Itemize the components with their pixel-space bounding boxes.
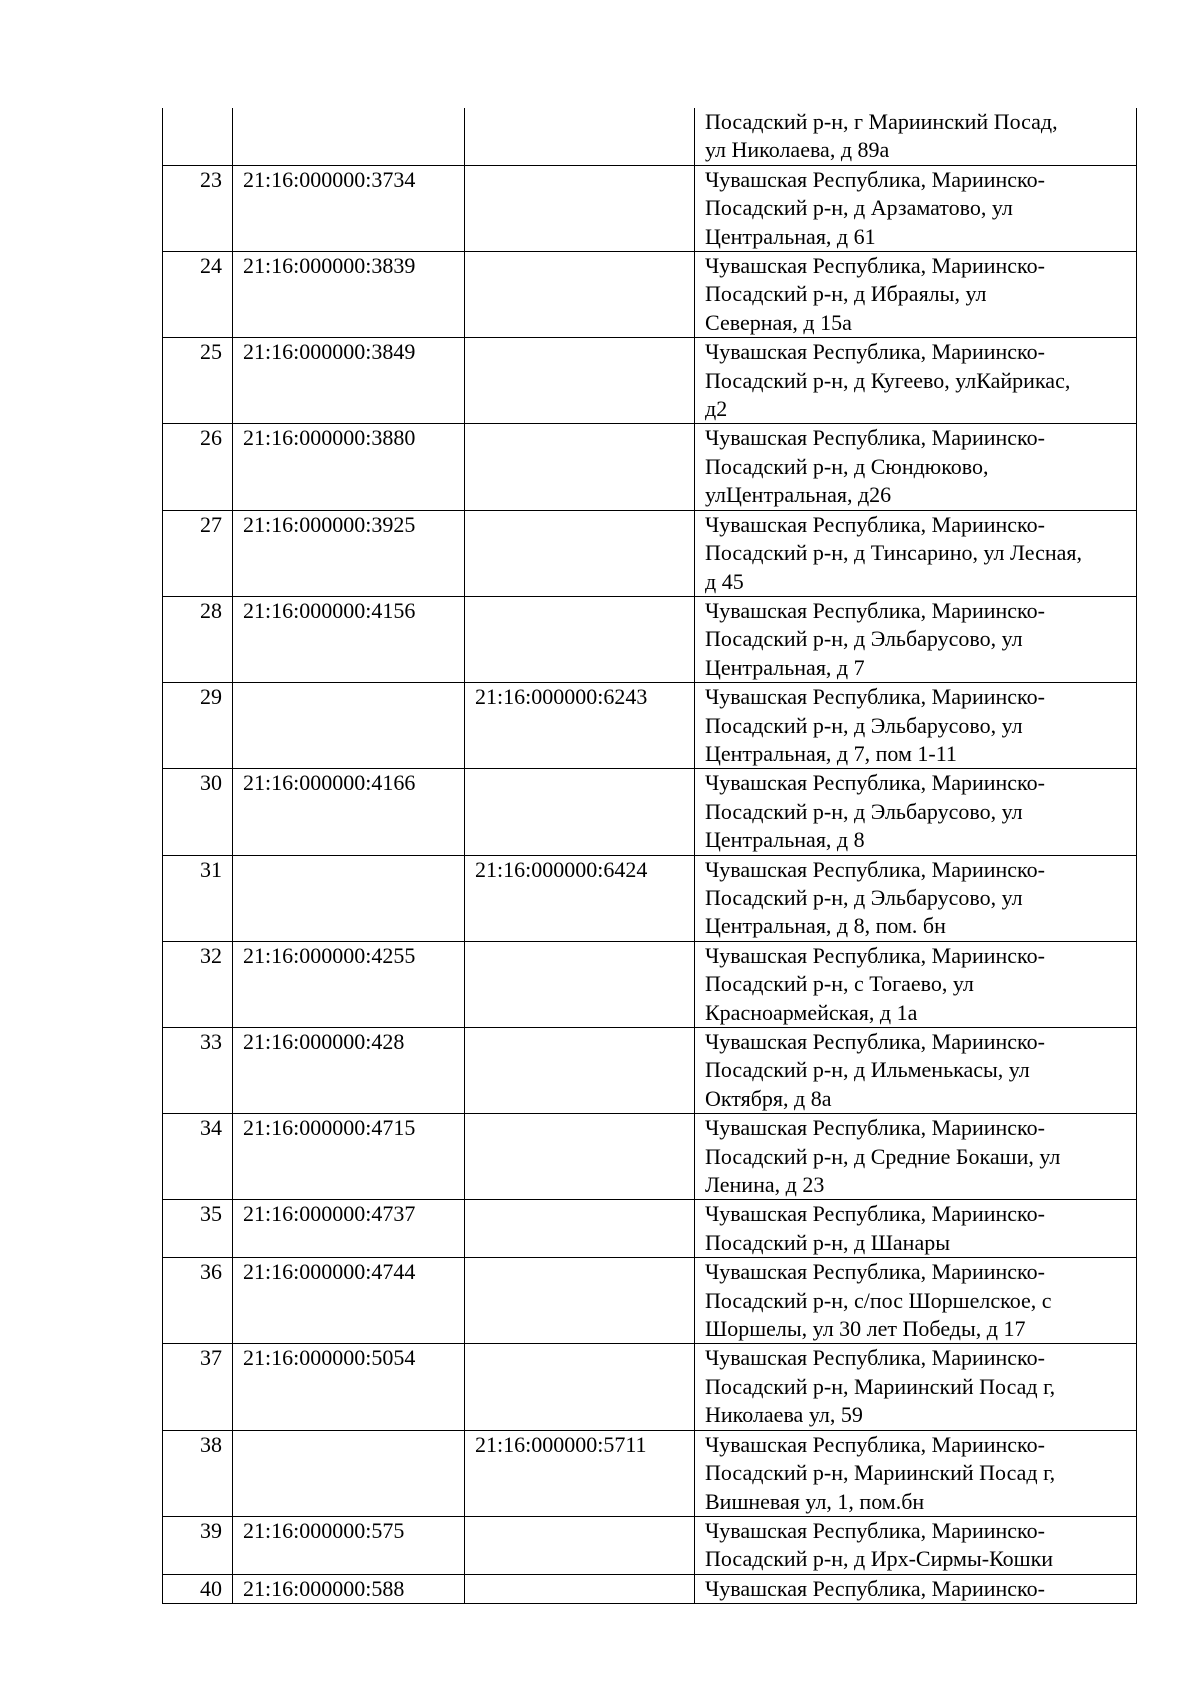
- address-cell: [695, 1430, 1137, 1516]
- address-line: Посадский р-н, д Средние Бокаши, ул: [705, 1143, 1061, 1169]
- address-cell: [695, 510, 1137, 596]
- address-line: Чувашская Республика, Мариинско-: [705, 597, 1045, 623]
- land-cadastral-number-cell: 21:16:000000:4715: [233, 1114, 465, 1200]
- building-cadastral-number-cell: [465, 1574, 695, 1603]
- table-row: [163, 1430, 1137, 1516]
- address-line: Посадский р-н, д Кугеево, улКайрикас,: [705, 367, 1071, 393]
- row-number-cell: 34: [163, 1114, 233, 1200]
- address-line: Чувашская Республика, Мариинско-: [705, 856, 1045, 882]
- table-row: [163, 252, 1137, 338]
- table-row: [163, 1258, 1137, 1344]
- address-line: Чувашская Республика, Мариинско-: [705, 253, 1045, 279]
- address-line: Посадский р-н, д Ильменькасы, ул: [705, 1057, 1030, 1083]
- table-row: [163, 855, 1137, 941]
- address-line: д2: [705, 396, 728, 422]
- address-line: Шоршелы, ул 30 лет Победы, д 17: [705, 1316, 1026, 1342]
- table-row: [163, 165, 1137, 251]
- address-line: Посадский р-н, д Эльбарусово, ул: [705, 798, 1023, 824]
- address-line: Посадский р-н, д Эльбарусово, ул: [705, 626, 1023, 652]
- table-row: [163, 596, 1137, 682]
- address-line: Посадский р-н, д Ибраялы, ул: [705, 281, 987, 307]
- land-cadastral-number-cell: 21:16:000000:5054: [233, 1344, 465, 1430]
- address-line: Чувашская Республика, Мариинско-: [705, 339, 1045, 365]
- row-number-cell: 32: [163, 941, 233, 1027]
- address-line: Чувашская Республика, Мариинско-: [705, 1259, 1045, 1285]
- address-line: д 45: [705, 568, 744, 594]
- building-cadastral-number-cell: [465, 1114, 695, 1200]
- building-cadastral-number-cell: [465, 1516, 695, 1574]
- address-cell: [695, 1114, 1137, 1200]
- row-number-cell: 40: [163, 1574, 233, 1603]
- table-row: [163, 510, 1137, 596]
- address-cell: [695, 338, 1137, 424]
- address-line: Центральная, д 8: [705, 827, 865, 853]
- land-cadastral-number-cell: 21:16:000000:4737: [233, 1200, 465, 1258]
- row-number-cell: 37: [163, 1344, 233, 1430]
- address-line: Посадский р-н, д Шанары: [705, 1229, 950, 1255]
- row-number-cell: 27: [163, 510, 233, 596]
- building-cadastral-number-cell: [465, 165, 695, 251]
- row-number-cell: 29: [163, 683, 233, 769]
- address-line: Ленина, д 23: [705, 1172, 825, 1198]
- address-line: Октября, д 8а: [705, 1085, 832, 1111]
- land-cadastral-number-cell: [233, 683, 465, 769]
- address-cell: [695, 769, 1137, 855]
- address-line: Центральная, д 61: [705, 223, 876, 249]
- land-cadastral-number-cell: [233, 108, 465, 165]
- row-number-cell: 31: [163, 855, 233, 941]
- address-cell: [695, 683, 1137, 769]
- building-cadastral-number-cell: [465, 1200, 695, 1258]
- address-line: Чувашская Республика, Мариинско-: [705, 684, 1045, 710]
- address-line: Северная, д 15а: [705, 309, 852, 335]
- table-row: [163, 1344, 1137, 1430]
- building-cadastral-number-cell: [465, 338, 695, 424]
- address-line: Чувашская Республика, Мариинско-: [705, 770, 1045, 796]
- address-line: Чувашская Республика, Мариинско-: [705, 511, 1045, 537]
- land-cadastral-number-cell: 21:16:000000:3849: [233, 338, 465, 424]
- land-cadastral-number-cell: 21:16:000000:4255: [233, 941, 465, 1027]
- address-line: Посадский р-н, д Арзаматово, ул: [705, 195, 1013, 221]
- row-number-cell: [163, 108, 233, 165]
- row-number-cell: 39: [163, 1516, 233, 1574]
- address-line: Посадский р-н, д Ирх-Сирмы-Кошки: [705, 1546, 1054, 1572]
- address-cell: [695, 1516, 1137, 1574]
- row-number-cell: 30: [163, 769, 233, 855]
- building-cadastral-number-cell: [465, 252, 695, 338]
- address-cell: [695, 1200, 1137, 1258]
- building-cadastral-number-cell: [465, 1028, 695, 1114]
- property-table: [162, 108, 1137, 1604]
- table-row: [163, 338, 1137, 424]
- row-number-cell: 23: [163, 165, 233, 251]
- row-number-cell: 28: [163, 596, 233, 682]
- address-line: ул Николаева, д 89а: [705, 137, 890, 163]
- table-row: [163, 1516, 1137, 1574]
- address-line: Чувашская Республика, Мариинско-: [705, 942, 1045, 968]
- table-row: [163, 1574, 1137, 1603]
- address-line: Чувашская Республика, Мариинско-: [705, 1115, 1045, 1141]
- address-cell: [695, 855, 1137, 941]
- table-row: [163, 769, 1137, 855]
- address-line: Посадский р-н, г Мариинский Посад,: [705, 109, 1058, 134]
- address-line: Чувашская Республика, Мариинско-: [705, 425, 1045, 451]
- land-cadastral-number-cell: 21:16:000000:428: [233, 1028, 465, 1114]
- land-cadastral-number-cell: 21:16:000000:3839: [233, 252, 465, 338]
- row-number-cell: 38: [163, 1430, 233, 1516]
- address-line: Чувашская Республика, Мариинско-: [705, 1431, 1045, 1457]
- row-number-cell: 33: [163, 1028, 233, 1114]
- land-cadastral-number-cell: 21:16:000000:4744: [233, 1258, 465, 1344]
- address-line: Вишневая ул, 1, пом.бн: [705, 1488, 925, 1514]
- building-cadastral-number-cell: [465, 108, 695, 165]
- address-cell: [695, 108, 1137, 165]
- address-line: улЦентральная, д26: [705, 482, 892, 508]
- building-cadastral-number-cell: [465, 1258, 695, 1344]
- address-line: Центральная, д 8, пом. бн: [705, 913, 946, 939]
- address-line: Чувашская Республика, Мариинско-: [705, 1517, 1045, 1543]
- building-cadastral-number-cell: [465, 1344, 695, 1430]
- address-line: Чувашская Республика, Мариинско-: [705, 1201, 1045, 1227]
- address-line: Красноармейская, д 1а: [705, 999, 918, 1025]
- land-cadastral-number-cell: 21:16:000000:575: [233, 1516, 465, 1574]
- address-cell: [695, 596, 1137, 682]
- building-cadastral-number-cell: [465, 941, 695, 1027]
- land-cadastral-number-cell: 21:16:000000:588: [233, 1574, 465, 1603]
- address-line: Николаева ул, 59: [705, 1402, 863, 1428]
- address-cell: [695, 1028, 1137, 1114]
- address-line: Чувашская Республика, Мариинско-: [705, 1029, 1045, 1054]
- address-cell: [695, 941, 1137, 1027]
- building-cadastral-number-cell: 21:16:000000:5711: [465, 1430, 695, 1516]
- building-cadastral-number-cell: [465, 510, 695, 596]
- address-line: Посадский р-н, д Сюндюково,: [705, 453, 989, 479]
- land-cadastral-number-cell: 21:16:000000:4156: [233, 596, 465, 682]
- address-cell: [695, 252, 1137, 338]
- address-line: Посадский р-н, с/пос Шоршелское, с: [705, 1287, 1052, 1313]
- table-row: [163, 1028, 1137, 1114]
- address-line: Посадский р-н, Мариинский Посад г,: [705, 1373, 1056, 1399]
- land-cadastral-number-cell: [233, 855, 465, 941]
- building-cadastral-number-cell: 21:16:000000:6243: [465, 683, 695, 769]
- land-cadastral-number-cell: 21:16:000000:3925: [233, 510, 465, 596]
- row-number-cell: 24: [163, 252, 233, 338]
- address-line: Посадский р-н, д Эльбарусово, ул: [705, 712, 1023, 738]
- land-cadastral-number-cell: 21:16:000000:3880: [233, 424, 465, 510]
- row-number-cell: 35: [163, 1200, 233, 1258]
- address-line: Чувашская Республика, Мариинско-: [705, 1345, 1045, 1371]
- table-row: [163, 108, 1137, 165]
- address-cell: [695, 1574, 1137, 1603]
- table-row: [163, 1114, 1137, 1200]
- building-cadastral-number-cell: [465, 424, 695, 510]
- address-cell: [695, 165, 1137, 251]
- address-line: Чувашская Республика, Мариинско-: [705, 1575, 1045, 1601]
- table-row: [163, 683, 1137, 769]
- address-line: Центральная, д 7, пом 1-11: [705, 740, 957, 766]
- building-cadastral-number-cell: [465, 596, 695, 682]
- land-cadastral-number-cell: 21:16:000000:4166: [233, 769, 465, 855]
- row-number-cell: 26: [163, 424, 233, 510]
- address-cell: [695, 1258, 1137, 1344]
- address-line: Посадский р-н, д Эльбарусово, ул: [705, 884, 1023, 910]
- table-row: [163, 941, 1137, 1027]
- table-body: [163, 108, 1137, 1604]
- building-cadastral-number-cell: 21:16:000000:6424: [465, 855, 695, 941]
- address-line: Чувашская Республика, Мариинско-: [705, 166, 1045, 192]
- row-number-cell: 25: [163, 338, 233, 424]
- table-row: [163, 424, 1137, 510]
- address-line: Посадский р-н, д Тинсарино, ул Лесная,: [705, 540, 1083, 566]
- building-cadastral-number-cell: [465, 769, 695, 855]
- address-cell: [695, 424, 1137, 510]
- land-cadastral-number-cell: 21:16:000000:3734: [233, 165, 465, 251]
- table-row: [163, 1200, 1137, 1258]
- address-line: Центральная, д 7: [705, 654, 865, 680]
- row-number-cell: 36: [163, 1258, 233, 1344]
- land-cadastral-number-cell: [233, 1430, 465, 1516]
- address-line: Посадский р-н, с Тогаево, ул: [705, 971, 974, 997]
- address-cell: [695, 1344, 1137, 1430]
- address-line: Посадский р-н, Мариинский Посад г,: [705, 1460, 1056, 1486]
